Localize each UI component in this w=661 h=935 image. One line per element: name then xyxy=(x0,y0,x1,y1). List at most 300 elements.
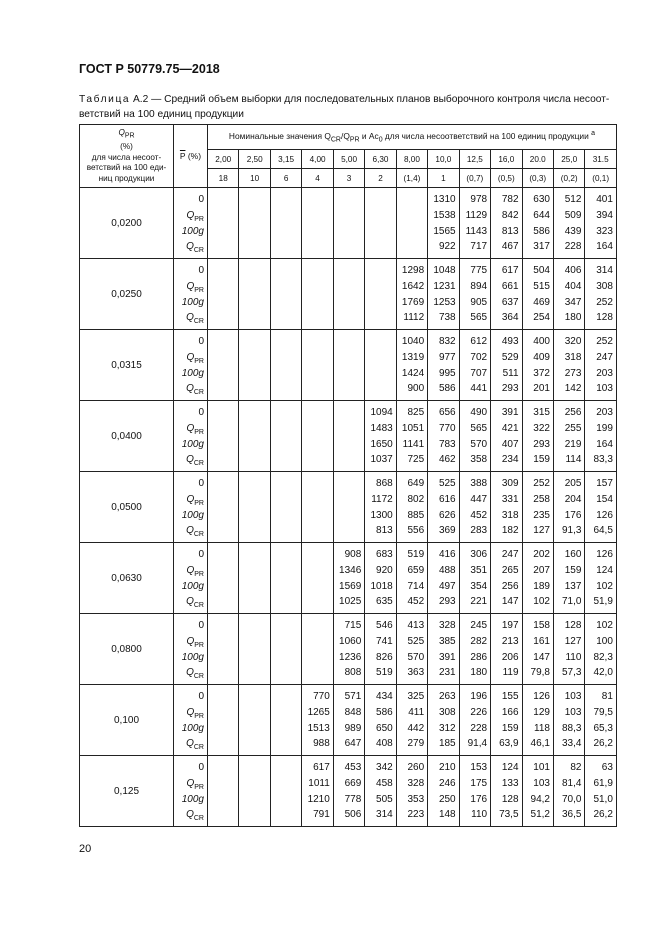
cell-value: 331 xyxy=(501,493,519,505)
cell-value: 293 xyxy=(501,383,519,395)
cell-value: 1025 xyxy=(339,596,362,608)
value-cell xyxy=(491,188,522,259)
value-cell xyxy=(396,685,427,756)
row-labels-cell xyxy=(174,401,208,472)
cell-value: 1037 xyxy=(370,454,393,466)
value-cell xyxy=(522,685,553,756)
cell-value: 124 xyxy=(596,564,613,576)
ratio-header-cell: 16,0 xyxy=(491,150,522,169)
cell-value: 161 xyxy=(533,635,550,647)
cell-value: 617 xyxy=(313,762,330,773)
cell-value: 328 xyxy=(407,777,425,789)
cell-value: 401 xyxy=(596,194,613,205)
cell-value: 322 xyxy=(533,422,550,434)
cell-value: 391 xyxy=(438,651,456,663)
cell-value: 529 xyxy=(501,351,519,363)
cell-value: 102 xyxy=(596,580,613,592)
header-p-unit: (%) xyxy=(187,151,202,161)
cell-value: 842 xyxy=(501,209,519,221)
row-label: 0 xyxy=(198,407,204,418)
table-row xyxy=(80,188,617,259)
cell-value: 226 xyxy=(470,706,488,718)
value-cell xyxy=(302,756,333,827)
ac-header-cell: 10 xyxy=(239,169,270,188)
cell-value: 210 xyxy=(438,762,456,773)
cell-value: 385 xyxy=(438,635,456,647)
value-cell xyxy=(365,401,396,472)
row-label: 0 xyxy=(198,762,204,773)
cell-value: 204 xyxy=(564,493,582,505)
cell-value: 783 xyxy=(438,438,456,450)
cell-value: 905 xyxy=(470,296,488,308)
cell-value: 231 xyxy=(438,667,456,679)
cell-value: 391 xyxy=(501,407,519,418)
cell-value: 293 xyxy=(438,596,456,608)
row-label: $Q_{PR}$ xyxy=(186,280,204,294)
cell-value: 206 xyxy=(501,651,519,663)
cell-value: 885 xyxy=(407,509,425,521)
cell-value: 407 xyxy=(501,438,519,450)
row-label: 100g xyxy=(181,722,204,734)
value-cell xyxy=(333,188,364,259)
cell-value: 411 xyxy=(408,706,425,718)
cell-value: 263 xyxy=(438,691,456,702)
cell-value: 153 xyxy=(470,762,488,773)
cell-value: 158 xyxy=(533,620,550,631)
qpr-value-cell: 0,0630 xyxy=(80,543,174,614)
cell-value: 26,2 xyxy=(593,809,613,821)
row-label: $Q_{CR}$ xyxy=(186,454,204,468)
value-cell xyxy=(302,330,333,401)
value-cell xyxy=(396,614,427,685)
cell-value: 369 xyxy=(438,525,456,537)
cell-value: 82,3 xyxy=(593,651,613,663)
value-cell xyxy=(270,472,301,543)
cell-value: 157 xyxy=(596,478,613,489)
row-labels-cell xyxy=(174,259,208,330)
value-cell xyxy=(239,330,270,401)
cell-value: 586 xyxy=(376,706,393,718)
cell-value: 128 xyxy=(501,793,519,805)
value-cell xyxy=(491,756,522,827)
value-cell xyxy=(239,685,270,756)
cell-value: 26,2 xyxy=(593,738,613,750)
cell-value: 1642 xyxy=(401,280,425,292)
value-cell xyxy=(585,330,616,401)
value-cell xyxy=(428,614,459,685)
value-cell xyxy=(553,401,584,472)
cell-value: 922 xyxy=(438,241,456,253)
ac-header-cell: 3 xyxy=(333,169,364,188)
cell-value: 342 xyxy=(376,762,393,773)
value-cell xyxy=(459,259,490,330)
table-row xyxy=(80,685,617,756)
cell-value: 497 xyxy=(438,580,456,592)
cell-value: 79,5 xyxy=(593,706,613,718)
cell-value: 978 xyxy=(470,194,488,205)
value-cell xyxy=(396,543,427,614)
value-cell xyxy=(333,685,364,756)
ratio-header-cell: 31.5 xyxy=(585,150,616,169)
ratio-header-cell: 25,0 xyxy=(553,150,584,169)
value-cell xyxy=(522,401,553,472)
cell-value: 127 xyxy=(564,635,582,647)
row-labels-cell xyxy=(174,543,208,614)
cell-value: 1129 xyxy=(465,209,488,221)
cell-value: 176 xyxy=(470,793,488,805)
cell-value: 813 xyxy=(376,525,393,537)
value-cell xyxy=(208,472,239,543)
value-cell xyxy=(585,472,616,543)
cell-value: 546 xyxy=(376,620,393,631)
value-cell xyxy=(585,188,616,259)
header-p-column xyxy=(174,125,208,188)
value-cell xyxy=(302,685,333,756)
cell-value: 94,2 xyxy=(530,793,550,805)
value-cell xyxy=(302,543,333,614)
row-label: $Q_{CR}$ xyxy=(186,383,204,397)
cell-value: 202 xyxy=(533,549,550,560)
cell-value: 128 xyxy=(596,312,613,324)
cell-value: 103 xyxy=(596,383,613,395)
cell-value: 565 xyxy=(470,422,488,434)
cell-value: 51,9 xyxy=(593,596,613,608)
value-cell xyxy=(585,614,616,685)
row-label: $Q_{PR}$ xyxy=(186,422,204,436)
cell-value: 512 xyxy=(564,194,582,205)
value-cell xyxy=(491,259,522,330)
cell-value: 452 xyxy=(470,509,488,521)
qpr-value-cell: 0,0200 xyxy=(80,188,174,259)
cell-value: 315 xyxy=(533,407,550,418)
cell-value: 126 xyxy=(533,691,550,702)
value-cell xyxy=(585,401,616,472)
value-cell xyxy=(333,756,364,827)
value-cell xyxy=(522,472,553,543)
cell-value: 1650 xyxy=(370,438,393,450)
cell-value: 358 xyxy=(470,454,488,466)
cell-value: 126 xyxy=(596,549,613,560)
cell-value: 101 xyxy=(533,762,550,773)
value-cell xyxy=(365,756,396,827)
header-group-title: Номинальные значения $Q_{CR}/Q_{PR}$ и $Ac_0$ для числа несоответствий на 100 единиц продукции $^a$ xyxy=(208,125,617,150)
value-cell xyxy=(491,401,522,472)
cell-value: 826 xyxy=(376,651,393,663)
cell-value: 147 xyxy=(533,651,550,663)
row-label: $Q_{CR}$ xyxy=(186,809,204,823)
value-cell xyxy=(553,543,584,614)
cell-value: 988 xyxy=(313,738,330,750)
cell-value: 626 xyxy=(438,509,456,521)
cell-value: 570 xyxy=(407,651,425,663)
cell-value: 46,1 xyxy=(530,738,550,750)
table-caption xyxy=(79,92,619,122)
row-label: $Q_{PR}$ xyxy=(186,493,204,507)
cell-value: 154 xyxy=(596,493,613,505)
cell-value: 63 xyxy=(601,762,613,773)
cell-value: 616 xyxy=(438,493,456,505)
cell-value: 33,4 xyxy=(561,738,582,750)
value-cell xyxy=(553,188,584,259)
cell-value: 586 xyxy=(438,383,456,395)
ac-header-cell: (0,2) xyxy=(553,169,584,188)
cell-value: 176 xyxy=(564,509,582,521)
cell-value: 408 xyxy=(376,738,393,750)
cell-value: 323 xyxy=(596,225,613,237)
table-row xyxy=(80,756,617,827)
cell-value: 683 xyxy=(376,549,393,560)
cell-value: 388 xyxy=(470,478,488,489)
cell-value: 129 xyxy=(533,706,550,718)
value-cell xyxy=(208,188,239,259)
header-qpr-column xyxy=(80,125,174,188)
value-cell xyxy=(365,259,396,330)
cell-value: 114 xyxy=(565,454,582,466)
cell-value: 802 xyxy=(407,493,425,505)
value-cell xyxy=(428,756,459,827)
cell-value: 364 xyxy=(501,312,519,324)
header-qpr-line1: для числа несоот- xyxy=(91,152,162,162)
cell-value: 571 xyxy=(344,691,362,702)
cell-value: 159 xyxy=(533,454,550,466)
cell-value: 702 xyxy=(470,351,488,363)
value-cell xyxy=(553,330,584,401)
value-cell xyxy=(239,756,270,827)
value-cell xyxy=(333,472,364,543)
table-row xyxy=(80,472,617,543)
cell-value: 1112 xyxy=(403,312,425,324)
cell-value: 738 xyxy=(438,312,456,324)
cell-value: 88,3 xyxy=(561,722,582,734)
cell-value: 519 xyxy=(376,667,393,679)
value-cell xyxy=(239,188,270,259)
cell-value: 469 xyxy=(533,296,550,308)
cell-value: 363 xyxy=(407,667,425,679)
value-cell xyxy=(491,543,522,614)
value-cell xyxy=(208,259,239,330)
cell-value: 247 xyxy=(596,351,613,363)
cell-value: 159 xyxy=(501,722,519,734)
cell-value: 252 xyxy=(596,336,613,347)
row-label: $Q_{PR}$ xyxy=(186,635,204,649)
cell-value: 741 xyxy=(376,635,393,647)
cell-value: 525 xyxy=(407,635,425,647)
ratio-header-cell: 4,00 xyxy=(302,150,333,169)
cell-value: 205 xyxy=(564,478,582,489)
cell-value: 63,9 xyxy=(499,738,519,750)
value-cell xyxy=(333,543,364,614)
cell-value: 73,5 xyxy=(499,809,519,821)
value-cell xyxy=(270,614,301,685)
cell-value: 293 xyxy=(533,438,550,450)
row-label: 100g xyxy=(181,509,204,521)
ratio-header-cell: 8,00 xyxy=(396,150,427,169)
header-qpr-symbol: $Q_{PR}$ xyxy=(118,127,135,140)
cell-value: 159 xyxy=(564,564,582,576)
cell-value: 100 xyxy=(596,635,613,647)
cell-value: 180 xyxy=(470,667,488,679)
cell-value: 347 xyxy=(564,296,582,308)
value-cell xyxy=(585,685,616,756)
cell-value: 273 xyxy=(564,367,582,379)
cell-value: 258 xyxy=(533,493,550,505)
value-cell xyxy=(208,543,239,614)
cell-value: 661 xyxy=(501,280,519,292)
cell-value: 164 xyxy=(596,438,613,450)
row-label: $Q_{CR}$ xyxy=(186,596,204,610)
cell-value: 647 xyxy=(344,738,362,750)
cell-value: 565 xyxy=(470,312,488,324)
row-label: 100g xyxy=(181,580,204,592)
value-cell xyxy=(239,259,270,330)
value-cell xyxy=(333,330,364,401)
value-cell xyxy=(553,259,584,330)
cell-value: 813 xyxy=(501,225,519,237)
cell-value: 717 xyxy=(470,241,488,253)
cell-value: 775 xyxy=(470,265,488,276)
cell-value: 452 xyxy=(407,596,425,608)
value-cell xyxy=(302,259,333,330)
cell-value: 617 xyxy=(501,265,519,276)
cell-value: 126 xyxy=(596,509,613,521)
cell-value: 782 xyxy=(501,194,519,205)
cell-value: 207 xyxy=(533,564,550,576)
cell-value: 644 xyxy=(533,209,550,221)
row-label: 100g xyxy=(181,225,204,237)
cell-value: 400 xyxy=(533,336,550,347)
cell-value: 1538 xyxy=(433,209,456,221)
sample-size-table xyxy=(79,124,617,827)
header-qpr-unit: (%) xyxy=(120,142,133,152)
cell-value: 1300 xyxy=(370,509,393,521)
value-cell xyxy=(428,543,459,614)
cell-value: 247 xyxy=(501,549,519,560)
cell-value: 256 xyxy=(564,407,582,418)
cell-value: 462 xyxy=(438,454,456,466)
cell-value: 223 xyxy=(407,809,425,821)
value-cell xyxy=(396,756,427,827)
value-cell xyxy=(365,685,396,756)
cell-value: 770 xyxy=(313,691,330,702)
qpr-value-cell: 0,0800 xyxy=(80,614,174,685)
row-label: 0 xyxy=(198,478,204,489)
cell-value: 286 xyxy=(470,651,488,663)
row-label: $Q_{CR}$ xyxy=(186,241,204,255)
value-cell xyxy=(208,756,239,827)
table-body xyxy=(80,188,617,827)
cell-value: 458 xyxy=(376,777,393,789)
cell-value: 630 xyxy=(533,194,550,205)
footnote-marker: a xyxy=(591,130,595,138)
ac-header-cell: (0,1) xyxy=(585,169,616,188)
qpr-value-cell: 0,0315 xyxy=(80,330,174,401)
cell-value: 1236 xyxy=(339,651,362,663)
ac-header-cell: (0,3) xyxy=(522,169,553,188)
qpr-value-cell: 0,100 xyxy=(80,685,174,756)
cell-value: 306 xyxy=(470,549,488,560)
cell-value: 279 xyxy=(407,738,425,750)
cell-value: 504 xyxy=(533,265,550,276)
cell-value: 1319 xyxy=(401,351,425,363)
value-cell xyxy=(459,401,490,472)
row-label: $Q_{PR}$ xyxy=(186,777,204,791)
page-number: 20 xyxy=(79,843,92,855)
cell-value: 282 xyxy=(470,635,488,647)
cell-value: 61,9 xyxy=(593,777,613,789)
cell-value: 442 xyxy=(407,722,425,734)
row-label: 100g xyxy=(181,438,204,450)
cell-value: 246 xyxy=(438,777,456,789)
value-cell xyxy=(302,614,333,685)
cell-value: 770 xyxy=(438,422,456,434)
cell-value: 1231 xyxy=(433,280,456,292)
row-label: 0 xyxy=(198,265,204,276)
cell-value: 1265 xyxy=(307,706,330,718)
value-cell xyxy=(333,259,364,330)
cell-value: 493 xyxy=(501,336,519,347)
cell-value: 1298 xyxy=(401,265,425,276)
cell-value: 1513 xyxy=(307,722,330,734)
cell-value: 848 xyxy=(344,706,362,718)
value-cell xyxy=(270,330,301,401)
cell-value: 196 xyxy=(470,691,488,702)
value-cell xyxy=(522,188,553,259)
cell-value: 256 xyxy=(501,580,519,592)
row-label: $Q_{PR}$ xyxy=(186,564,204,578)
value-cell xyxy=(522,756,553,827)
cell-value: 1051 xyxy=(401,422,425,434)
cell-value: 1769 xyxy=(401,296,425,308)
cell-value: 515 xyxy=(533,280,550,292)
value-cell xyxy=(459,685,490,756)
row-label: 0 xyxy=(198,194,204,205)
cell-value: 250 xyxy=(438,793,456,805)
value-cell xyxy=(208,614,239,685)
table-row xyxy=(80,330,617,401)
cell-value: 1569 xyxy=(339,580,362,592)
cell-value: 102 xyxy=(533,596,550,608)
cell-value: 260 xyxy=(407,762,425,773)
value-cell xyxy=(459,543,490,614)
value-cell xyxy=(333,614,364,685)
cell-value: 1346 xyxy=(339,564,362,576)
cell-value: 180 xyxy=(564,312,582,324)
value-cell xyxy=(365,614,396,685)
value-cell xyxy=(270,756,301,827)
cell-value: 505 xyxy=(376,793,393,805)
document-code: ГОСТ Р 50779.75—2018 xyxy=(79,62,220,76)
row-label: 0 xyxy=(198,691,204,702)
value-cell xyxy=(522,259,553,330)
ratio-header-cell: 20.0 xyxy=(522,150,553,169)
cell-value: 832 xyxy=(438,336,456,347)
ac-header-cell: 6 xyxy=(270,169,301,188)
row-label: 0 xyxy=(198,336,204,347)
ac-header-cell: 2 xyxy=(365,169,396,188)
cell-value: 128 xyxy=(564,620,582,631)
cell-value: 81,4 xyxy=(561,777,582,789)
cell-value: 71,0 xyxy=(561,596,582,608)
cell-value: 372 xyxy=(533,367,550,379)
qpr-value-cell: 0,0500 xyxy=(80,472,174,543)
cell-value: 51,0 xyxy=(593,793,613,805)
cell-value: 142 xyxy=(564,383,582,395)
value-cell xyxy=(491,330,522,401)
cell-value: 308 xyxy=(596,280,613,292)
cell-value: 103 xyxy=(564,691,582,702)
value-cell xyxy=(459,330,490,401)
value-cell xyxy=(270,188,301,259)
